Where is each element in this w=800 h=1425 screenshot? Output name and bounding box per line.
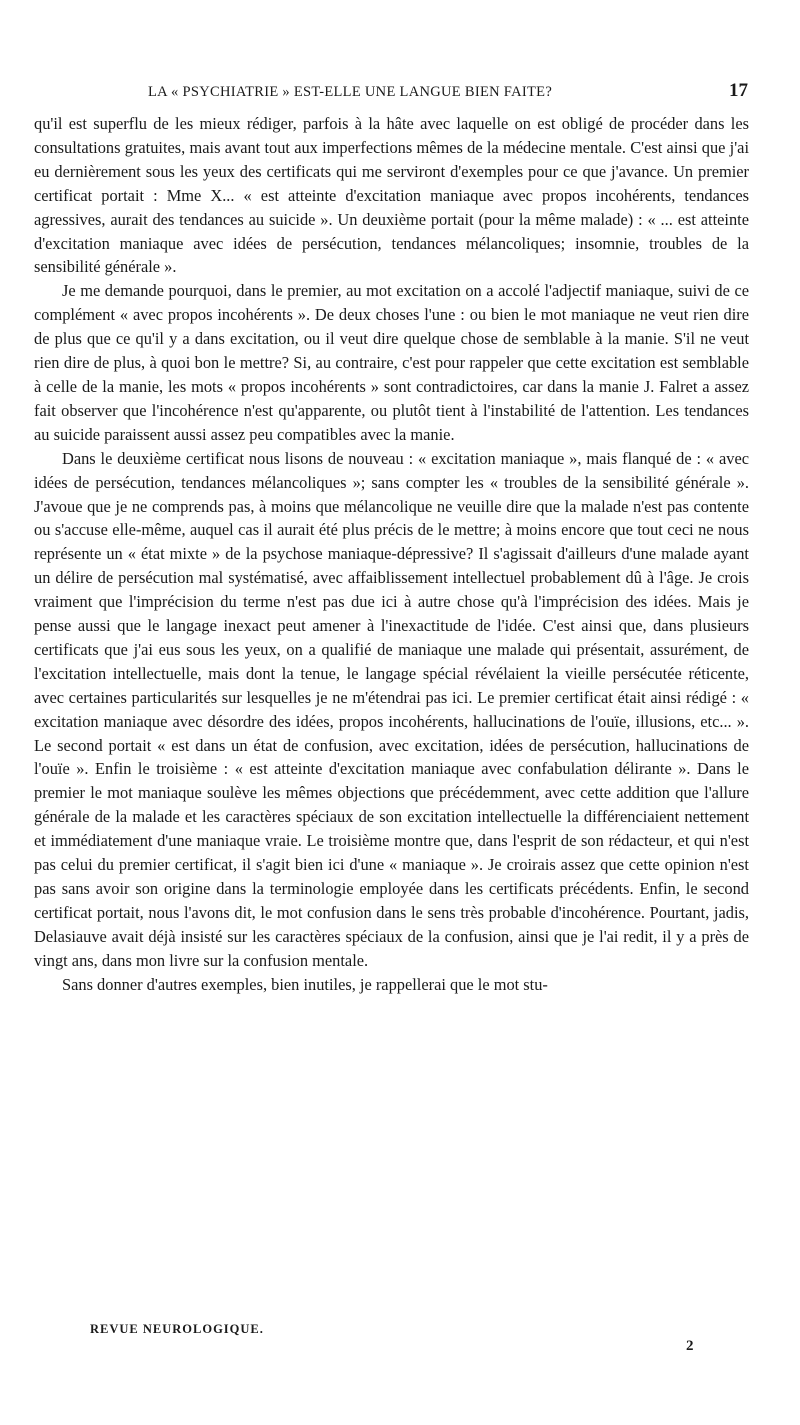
- paragraph-3: Dans le deuxième certificat nous lisons de nouveau : « excitation maniaque », mais flanqué de : « avec idées de persécution, tendances mélancoliques »; sans compter les « troubles de la sensibilité générale ». J'avoue que je ne comprends pas, à moins que mélancolique ne veuille dire que la malade n'est pas contente ou s'accuse elle-même, auquel cas il aurait été plus précis de le mettre; à moins encore que tout ceci ne nous représente un « état mixte » de la psychose maniaque-dépressive? Il s'agissait d'ailleurs d'une malade ayant un délire de persécution mal systématisé, avec affaiblissement intellectuel probablement dû à l'âge. Je crois vraiment que l'imprécision du terme n'est pas due ici à autre chose qu'à l'imprécision des idées. Mais je pense aussi que le langage inexact peut amener à l'inexactitude de l'idée. C'est ainsi que, dans plusieurs certificats que j'ai eus sous les yeux, on a qualifié de maniaque une malade qui présentait, assurément, de l'excitation intellectuelle, mais dont la tenue, le langage spécial révélaient la vieille persécutée réticente, avec certaines particularités sur lesquelles je ne m'étendrai pas ici. Le premier certificat était ainsi rédigé : « excitation maniaque avec désordre des idées, propos incohérents, hallucinations de l'ouïe, illusions, etc... ». Le second portait « est dans un état de confusion, avec excitation, idées de persécution, hallucinations de l'ouïe ». Enfin le troisième : « est atteinte d'excitation maniaque avec confabulation délirante ». Dans le premier le mot maniaque soulève les mêmes objections que précédemment, avec cette addition que l'allure générale de la malade et les caractères spéciaux de son excitation intellectuelle la différenciaient nettement et immédiatement d'une maniaque vraie. Le troisième montre que, dans l'esprit de son rédacteur, et qui n'est pas celui du premier certificat, il s'agit bien ici d'une « maniaque ». Je croirais assez que cette opinion n'est pas sans avoir son origine dans la terminologie employée dans les certificats précédents. Enfin, le second certificat portait, nous l'avons dit, le mot confusion dans le sens très probable d'incohérence. Pourtant, jadis, Delasiauve avait déjà insisté sur les caractères spéciaux de la confusion, ainsi que je l'ai redit, il y a près de vingt ans, dans mon livre sur la confusion mentale.: [34, 448, 749, 970]
- page-number: 17: [729, 80, 748, 101]
- running-title: LA « PSYCHIATRIE » EST-ELLE UNE LANGUE BIEN FAITE?: [148, 84, 553, 100]
- paragraph-1: qu'il est superflu de les mieux rédiger, parfois à la hâte avec laquelle on est obligé de procéder dans les consultations gratuites, mais avant tout aux imperfections mêmes de la médecine mentale. C'est ainsi que j'ai eu dernièrement sous les yeux des certificats qui me serviront d'exemples pour ce que j'avance. Un premier certificat portait : Mme X... « est atteinte d'excitation maniaque avec propos incohérents, tendances agressives, aurait des tendances au suicide ». Un deuxième portait (pour la même malade) : « ... est atteinte d'excitation maniaque avec idées de persécution, tendances mélancoliques; insomnie, troubles de la sensibilité générale ».: [34, 114, 749, 277]
- journal-signature: REVUE NEUROLOGIQUE.: [90, 1322, 264, 1336]
- running-head: [148, 80, 748, 104]
- sheet-number: 2: [686, 1338, 694, 1354]
- paragraph-2: Je me demande pourquoi, dans le premier, au mot excitation on a accolé l'adjectif maniaque, suivi de ce complément « avec propos incohérents ». De deux choses l'une : ou bien le mot maniaque ne veut rien dire de plus que ce qu'il y a dans excitation, ou il veut dire quelque chose de semblable à la manie. S'il ne veut rien dire de plus, à quoi bon le mettre? Si, au contraire, c'est pour rappeler que cette excitation est semblable à celle de la manie, les mots « propos incohérents » sont contradictoires, car dans la manie J. Falret a assez fait observer que l'incohérence n'est qu'apparente, ou plutôt tient à l'instabilité de l'attention. Les tendances au suicide paraissent aussi assez peu compatibles avec la manie.: [34, 281, 749, 444]
- body-text: [34, 112, 749, 997]
- paragraph-4: Sans donner d'autres exemples, bien inutiles, je rappellerai que le mot stu-: [62, 974, 548, 994]
